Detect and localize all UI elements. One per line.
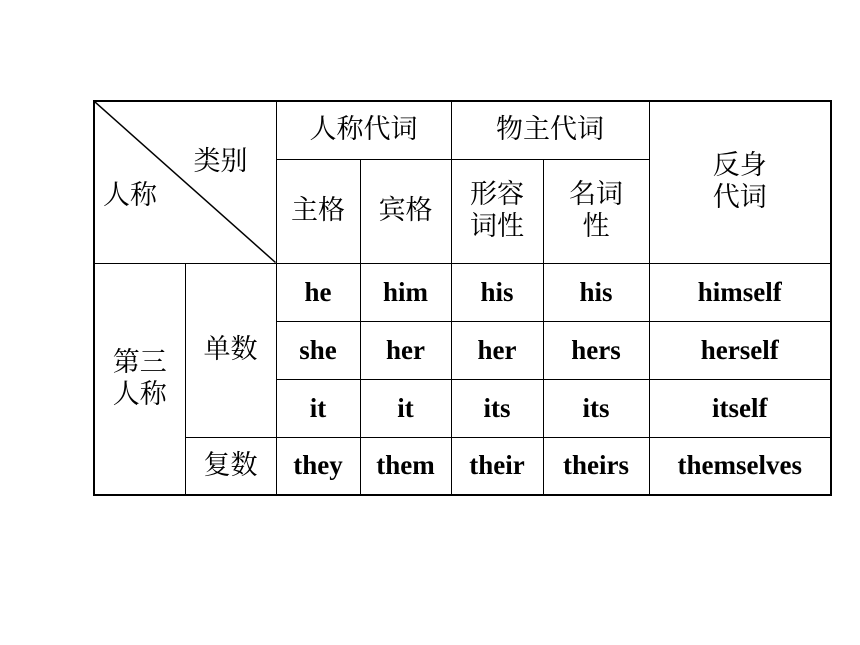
adj-line1: 形容	[470, 179, 524, 210]
table-cell: her	[360, 321, 451, 379]
noun-line1: 名词	[569, 179, 623, 210]
table-cell: themselves	[649, 437, 831, 495]
table-cell: it	[360, 379, 451, 437]
table-cell: its	[451, 379, 543, 437]
table-cell: they	[276, 437, 360, 495]
table-cell: theirs	[543, 437, 649, 495]
table-cell: his	[543, 263, 649, 321]
category-label: 类别	[193, 146, 248, 177]
table-cell: itself	[649, 379, 831, 437]
table-cell: him	[360, 263, 451, 321]
personal-pronoun-header: 人称代词	[276, 101, 451, 159]
noun-line2: 性	[582, 211, 610, 242]
table-cell: himself	[649, 263, 831, 321]
table-cell: his	[451, 263, 543, 321]
reflexive-line1: 反身	[712, 150, 767, 182]
third-person-cell	[94, 263, 185, 495]
third-person-line2: 人称	[112, 378, 167, 410]
pronoun-table	[93, 100, 832, 496]
table-cell: herself	[649, 321, 831, 379]
table-cell: it	[276, 379, 360, 437]
table-cell: hers	[543, 321, 649, 379]
table-cell: them	[360, 437, 451, 495]
table-cell: she	[276, 321, 360, 379]
reflexive-pronoun-header	[649, 101, 831, 263]
objective-header: 宾格	[360, 159, 451, 263]
third-person-line1: 第三	[112, 346, 167, 378]
table-cell: their	[451, 437, 543, 495]
nominative-header: 主格	[276, 159, 360, 263]
reflexive-line2: 代词	[712, 182, 767, 214]
adj-line2: 词性	[470, 211, 524, 242]
adjectival-header	[451, 159, 543, 263]
singular-cell: 单数	[185, 263, 276, 437]
nominal-header	[543, 159, 649, 263]
table-cell: her	[451, 321, 543, 379]
plural-cell: 复数	[185, 437, 276, 495]
possessive-pronoun-header: 物主代词	[451, 101, 649, 159]
table-cell: its	[543, 379, 649, 437]
person-label: 人称	[103, 180, 157, 211]
diagonal-header-cell	[94, 101, 276, 263]
table-cell: he	[276, 263, 360, 321]
